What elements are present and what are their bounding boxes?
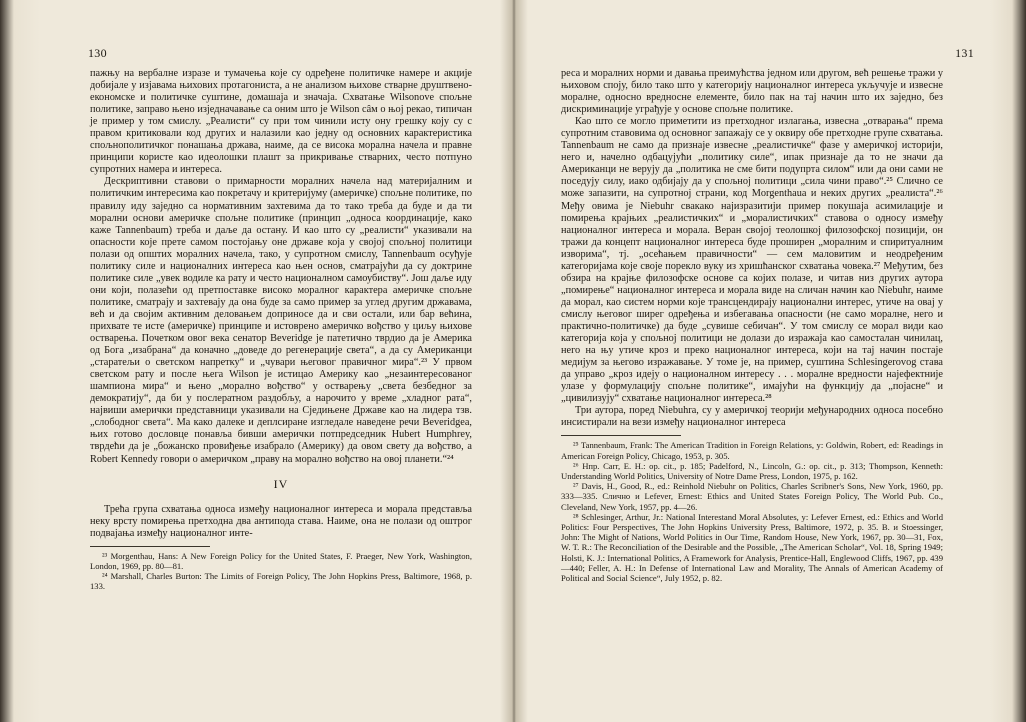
paragraph: Трећа група схватања односа између националног интереса и морала представља неку врсту помирења претходна два антипода става. Наиме, она не полази од оштрог подвајања између националног инте- [90, 503, 472, 539]
paragraph: реса и моралних норми и давања преимућства једном или другом, већ решење тражи у њиховом споју, било тако што у категорију националног интереса укључује и извесне моралне, односно вредносне елементе, било пак на тај начин што их заједно, без дискриминације уграђује у основе спољне политике. [561, 68, 943, 116]
footnote: ²³ Morgenthau, Hans: A New Foreign Policy for the United States, F. Praeger, New York, Washington, London, 1969, pp. 80—81. [90, 550, 472, 571]
paragraph: Дескриптивни ставови о примарности моралних начела над материјалним и политичким интересима као покретачу и критеријуму (америчке) спољне политике, по правилу иду заједно са нормативним захтевима да то тако треба да буде и да ти морални основи америчке спољне политике (принцип „односа координације, како каже Tannenbaum) треба и даље да остану. И као што су „реалисти“ указивали на опасности које прете самом постојању оне државе која у својој спољној политици полази од општих моралних начела, тако, у супротном смислу, Tannenbaum осуђује политику силе и националних интереса као њен основ, сматрајући да су доктрине политике силе „увек водиле ка рату и често националном самоубиству“. Још даље иду они који, полазећи од претпоставке високо моралног карактера америчке спољне политике, сматрају и захтевају да она буде за само пример за углед другим државама, већ и да својим активним деловањем доприносе да и сви остали, или бар већина, прихвате те исте (америчке) принципе и истоврено америчко вођство у циљу њихове остварења. Почетком овог века сенатор Beveridge je патетично тврдио да je Америка од Бога „изабрана“ да коначно „доведе до регенерације света“, а да су Американци „старатељи о светском напретку“ и „чувари његовог правичног мира“.²³ У првом светском рату и после њега Wilson je истицао Америку као „незаинтересованог шампиона мира“ и њено „морално вођство“ у остварењу „света безбедног за демократију“, да би у послератном раздобљу, а нарочито у време „хладног рата“, највиши амерички представници указивали на Сједињене Државе као на лидера тзв. „слободног света“. Ма како далеке и деплсиране изгледале наведене речи Beveridgea, њих готово дословце понавља бивши амерички потпредседник Hubert Humphrey, тврдећи да je „божанско провиђење изабрало (Америку) да овом свету да вођство, а Robert Kennedy говори о америчком „праву на морално вођство на овој планети.“²⁴ [90, 176, 472, 465]
footnote: ²⁷ Davis, H., Good, R., ed.: Reinhold Niebuhr on Politics, Charles Scribner's Sons, New York, 1960, pp. 333—335. Слично и Lefever, Ernest: Ethics and United States Foreign Policy, The World Pub. Co., Cleveland, New York, 1957, pp. 4—26. [561, 481, 943, 512]
footnote: ²⁵ Tannenbaum, Frank: The American Tradition in Foreign Relations, y: Goldwin, Robert, ed: Readings in American Foreign Policy, Chicago, 1953, p. 305. [561, 440, 943, 461]
right-text-column [561, 68, 943, 583]
section-heading: IV [273, 476, 289, 491]
page-number-right: 131 [955, 46, 974, 60]
footnote-divider [90, 546, 210, 547]
footnotes-right [561, 440, 943, 583]
right-page [513, 0, 1026, 722]
paragraph: Као што се могло приметити из претходног излагања, извесна „отварања“ према супротним ставовима од основног запажају се у оквиру обе претходне групе схватања. Tannenbaum не само да признаје извесне „реалистичке“ фазе у америчкој историји, него и, начелно одбацујући „политику силе“, ипак признаје да то не значи да Американци не верују да „политика не сме бити подупрта силом“ или да они сами не поседују силу, иако одбијају да у спољној политици „сила чини право“.²⁵ Слично се може запазити, на супротној страни, код Morgenthaua и неких других „реалиста“.²⁶ Међу овима je Niebuhr свакако најизразитији пример покушаја асимилације и помирења крајњих „реалистичких“ и „моралистичких“ ставова о односу између националног интереса и морала. Веран својој теолошкој филозофској позицији, он тражи да концепт националног интереса буде проширен „моралним и спиритуалним изворима“, тј. „осећањем правичности“ — сем маловитим и неодређеним категоријама које своје порекло вуку из хришћанског схватања човека.²⁷ Међутим, без обзира на крајње филозофске основе са којих полазе, и читав низ других аутора „помирење“ националног интереса и морала виде на сличан начин као Niebuhr, наиме да морал, као систем норми које трансцендирају национални интерес, утиче на овај у смислу његовог ширег одређења и избегавања опасности (не само моралне, него и практично-политичке) да буде „сувише себичан“. У том смислу се морал види као категорија која у спољној политици не долази до изражаја као самосталан чинилац, него на њу утиче кроз и преко националног интереса, који на тај начин постаје медијум за његово изражавање. У томе je, на пример, суштина Schlesingerovog става да управо „кроз идеју о националном интересу . . . моралне вредности најефектније улазе у формулацију спољне политике“, имајући на функцију да „појасне“ и „цивилизују“ схватање националног интереса.²⁸ [561, 116, 943, 405]
footnote: ²⁴ Marshall, Charles Burton: The Limits of Foreign Policy, The John Hopkins Press, Baltimore, 1968, p. 133. [90, 571, 472, 592]
footnotes-left [90, 551, 472, 592]
footnote-divider [561, 435, 681, 436]
paragraph: Три аутора, поред Niebuhra, су у америчкој теорији међународних односа посебно инсистирали на вези између националног интереса [561, 405, 943, 429]
page-number-left: 130 [88, 46, 107, 60]
left-text-column [90, 68, 472, 592]
paragraph: пажњу на вербалне изразе и тумачења које су одређене политичке намере и акције добијале у изјавама њихових протагониста, а не анализом њихове стварне друштвено-економске и политичке суштине, домашаја и значаја. Схватање Wilsonove спољне политике, заправо њено изједначавање са оним што je Wilson сâм о њој рекао, типичан je пример у том смислу. „Реалисти“ су при том чинили исту ону грешку коју су с правом критиковали код других и налазили као једну од основних карактеристика спољнополитичког понашања држава, наиме, да се висока морална начела и правне принципи користе као идеолошки плашт за прикривање стварних, често потпуно супротних намера и интереса. [90, 68, 472, 176]
footnote: ²⁸ Schlesinger, Arthur, Jr.: National Interestand Moral Absolutes, y: Lefever Ernest, ed.: Ethics and World Politics: Four Perspectives, The John Hopkins University Press, Baltimore, 1972, p. 35. B. и Stoessinger, John: The Might of Nations, World Politics in Our Time, Random House, New York, 1967, pp. 30—31, Fox, W. T. R.: The Reconciliation of the Desirable and the Possible, „The American Scholar“, Vol. 18, Spring 1949; Holsti, K. J.: International Politics, A Framework for Analysis, Prentice-Hall, Englewood Cliffs, 1967, pp. 439—440; Feller, A. H.: In Defense of International Law and Morality, The Annals of American Academy of Political and Social Science“, July 1952, p. 82. [561, 511, 943, 584]
footnote: ²⁶ Нпр. Carr, E. H.: op. cit., p. 185; Padelford, N., Lincoln, G.: op. cit., p. 313; Thompson, Kenneth: Understanding World Politics, University of Notre Dame Press, London, 1975, p. 162. [561, 460, 943, 482]
